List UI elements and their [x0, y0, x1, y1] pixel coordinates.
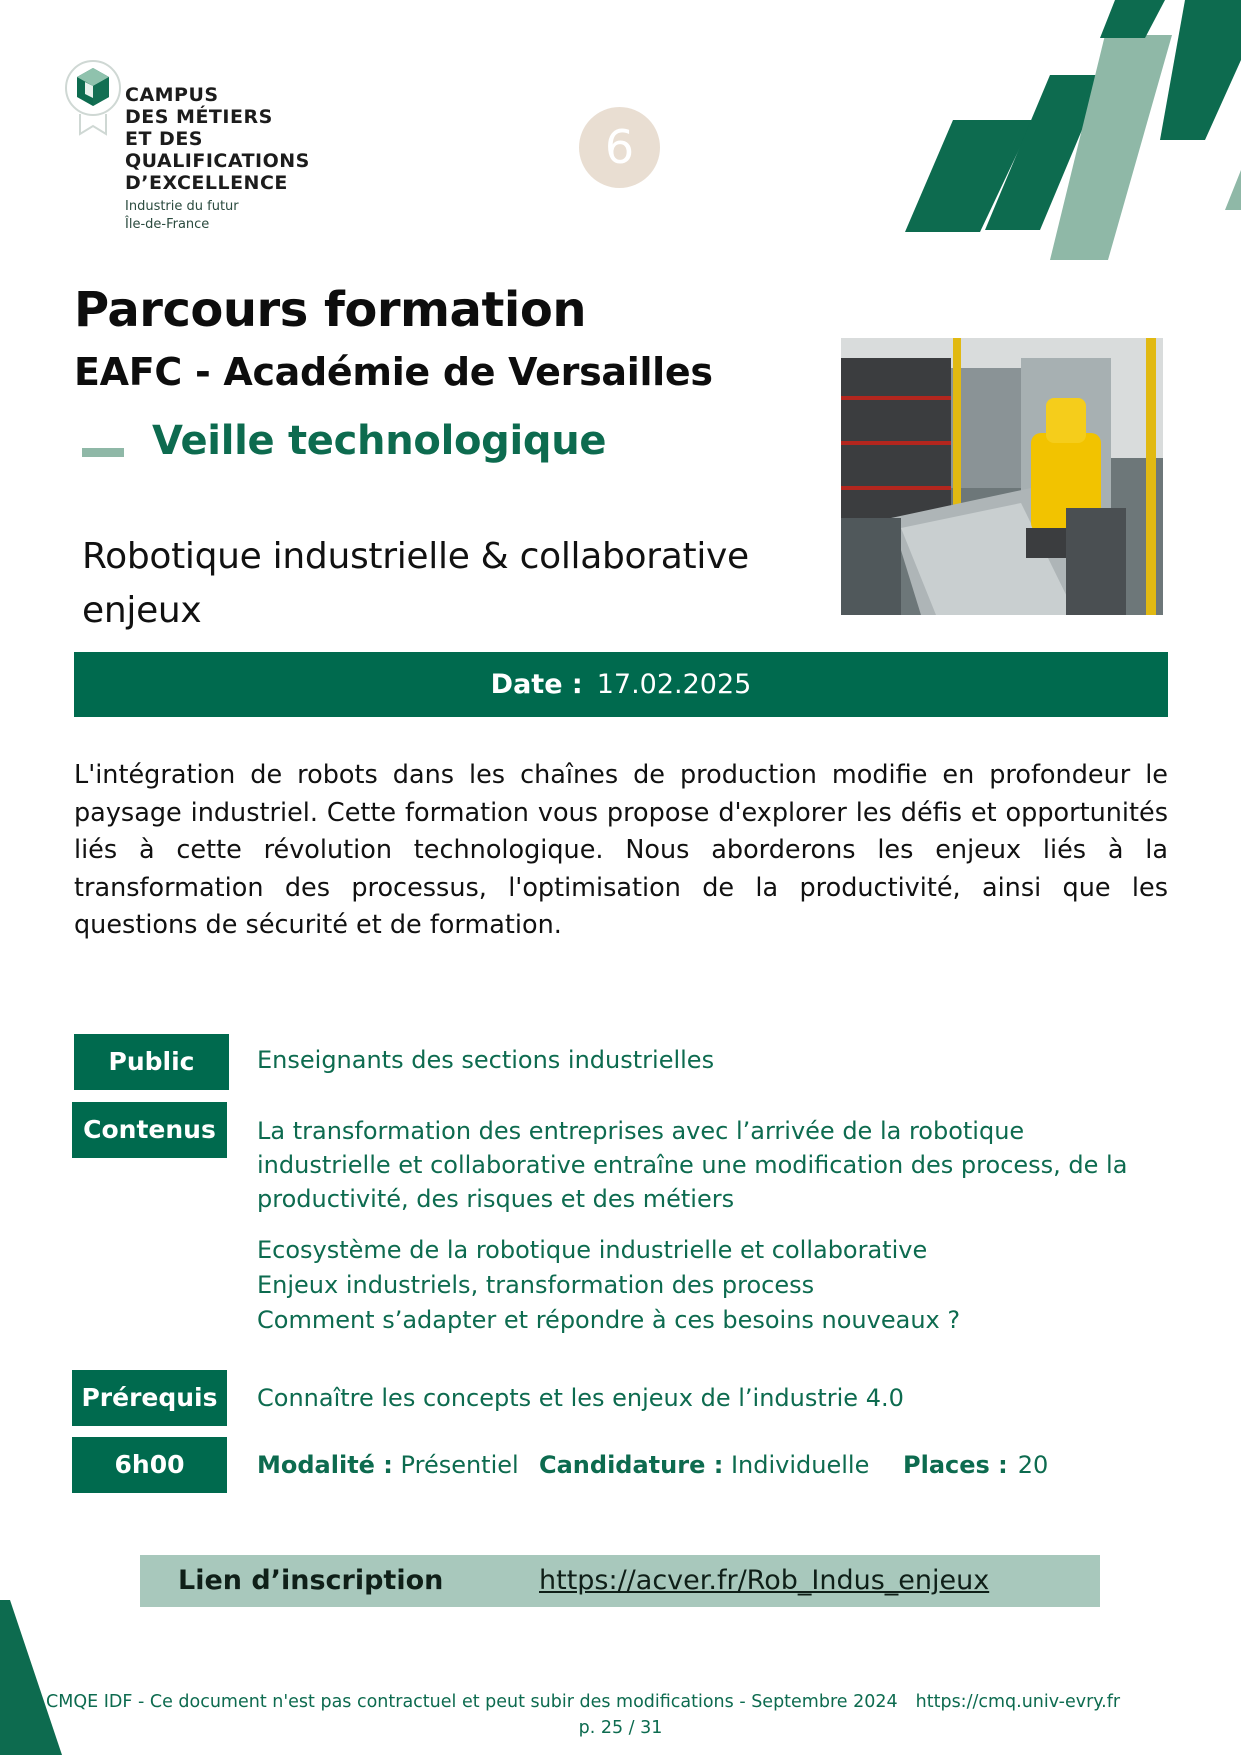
footer-page-number: p. 25 / 31: [578, 1718, 663, 1738]
page-title: Parcours formation: [74, 282, 586, 338]
candidature-value: Individuelle: [730, 1451, 870, 1479]
date-label: Date :: [490, 669, 583, 700]
course-title: Robotique industrielle & collaborative enjeux: [82, 536, 749, 631]
places-value: 20: [1017, 1451, 1049, 1479]
inscription-link[interactable]: https://acver.fr/Rob_Indus_enjeux: [539, 1565, 990, 1596]
list-item: Comment s’adapter et répondre à ces besoins nouveaux ?: [257, 1306, 961, 1334]
prerequis-tag: Prérequis: [72, 1370, 227, 1426]
modalite-value: Présentiel: [400, 1451, 519, 1479]
date-bar: [74, 652, 1168, 717]
candidature-label: Candidature :: [539, 1451, 724, 1479]
list-item: Ecosystème de la robotique industrielle et collaborative: [257, 1236, 928, 1264]
campus-logo-icon: [62, 58, 124, 138]
course-description: L'intégration de robots dans les chaînes de production modifie en profondeur le paysage industriel. Cette formation vous propose d'explorer les défis et opportunités liés à cette révolution technologique. Nous aborderons les enjeux liés à la transformation des processus, l'optimisation de la productivité, ainsi que les questions de sécurité et de formation.: [74, 760, 1168, 940]
prerequis-value: Connaître les concepts et les enjeux de l’industrie 4.0: [257, 1384, 904, 1412]
logo-line: ET DES: [125, 128, 203, 150]
inscription-label: Lien d’inscription: [178, 1565, 444, 1596]
logo-subline: Industrie du futur: [125, 199, 239, 214]
contenus-intro: La transformation des entreprises avec l’arrivée de la robotique industrielle et collaborative entraîne une modification des process, de la productivité, des risques et des métiers: [257, 1117, 1128, 1213]
footer-disclaimer: CMQE IDF - Ce document n'est pas contractuel et peut subir des modifications - Septembre 2024: [46, 1692, 898, 1712]
places: [903, 1448, 1048, 1482]
modalite: [257, 1448, 519, 1482]
logo-line: DES MÉTIERS: [125, 106, 273, 128]
logo-line: D’EXCELLENCE: [125, 172, 288, 194]
duration-tag: 6h00: [72, 1437, 227, 1493]
logo-line: CAMPUS: [125, 84, 219, 106]
date-value: 17.02.2025: [596, 669, 752, 700]
robot-photo: [841, 338, 1163, 615]
logo-subline: Île-de-France: [125, 217, 210, 232]
contenus-tag: Contenus: [72, 1102, 227, 1158]
page-subtitle: EAFC - Académie de Versailles: [74, 350, 713, 394]
campus-logo-text: [125, 84, 310, 234]
contenus-list: [257, 1233, 1137, 1338]
list-item: Enjeux industriels, transformation des process: [257, 1271, 815, 1299]
candidature: [539, 1448, 869, 1482]
places-label: Places :: [903, 1451, 1008, 1479]
category-dash: [82, 448, 124, 457]
footer-text: [46, 1692, 1216, 1712]
logo-line: QUALIFICATIONS: [125, 150, 310, 172]
modalite-label: Modalité :: [257, 1451, 393, 1479]
public-value: Enseignants des sections industrielles: [257, 1046, 715, 1074]
footer-url[interactable]: https://cmq.univ-evry.fr: [915, 1692, 1121, 1712]
public-tag: Public: [74, 1034, 229, 1090]
category-title: Veille technologique: [152, 418, 607, 464]
page-number-badge: 6: [579, 107, 660, 188]
decorative-stripes-icon: [900, 0, 1241, 262]
